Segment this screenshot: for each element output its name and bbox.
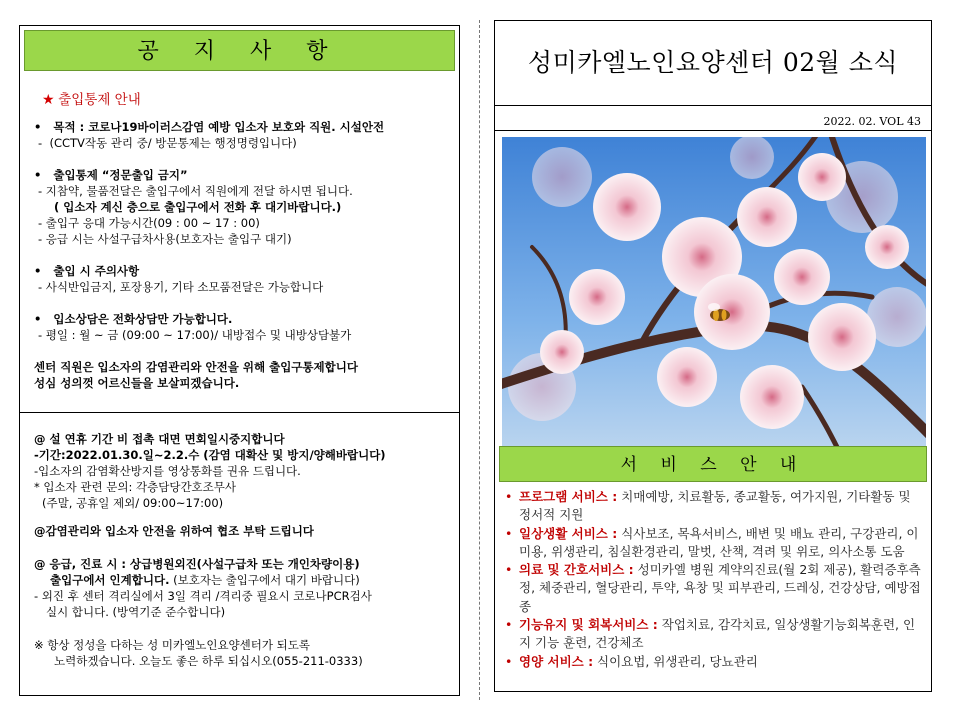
service-item-program — [505, 488, 923, 525]
emergency-title: @ 응급, 진료 시 : 상급병원외진(사설구급차 또는 개인차량이용) — [34, 557, 360, 571]
notice-panel — [19, 25, 460, 696]
control-text-2: ( 입소자 계신 층으로 출입구에서 전화 후 대기바랍니다.) — [54, 200, 342, 214]
service-name: 영양 서비스 : — [519, 653, 594, 669]
service-name: 프로그램 서비스 : — [519, 489, 618, 504]
purpose-line: • 목적 : 코로나19바이러스감염 예방 입소자 보호와 직원. 시설안전 — [34, 120, 385, 134]
service-desc: 식이요법, 위생관리, 당뇨관리 — [593, 653, 758, 669]
video-call-note: -입소자의 감염확산방지를 영상통화를 권유 드립니다. — [34, 464, 301, 478]
service-desc: 성미카엘 병원 계약의진료(월 2회 제공), 활력증후측정, 체중관리, 혈당관리, 투약, 욕창 및 피부관리, 드레싱, 건강상담, 예방접종 — [519, 562, 921, 614]
outside-care-2: 실시 합니다. (방역기준 준수합니다) — [46, 605, 226, 619]
caution-line: • 출입 시 주의사항 — [34, 264, 140, 278]
cooperation-note: @감염관리와 입소자 안전을 위하여 협조 부탁 드립니다 — [34, 524, 314, 538]
control-label: 출입통제 “정문출입 금지” — [53, 168, 188, 182]
contact-hours: (주말, 공휴일 제외/ 09:00~17:00) — [42, 496, 224, 510]
apricot-blossom-photo — [502, 137, 926, 447]
service-name: 기능유지 및 회복서비스 : — [519, 617, 658, 633]
service-item-nutrition — [505, 653, 923, 671]
service-name: 일상생활 서비스 : — [519, 525, 618, 541]
contact-note: * 입소자 관련 문의: 각층담당간호조무사 — [34, 480, 236, 494]
purpose-sub-line: - (CCTV작동 관리 중/ 방문통제는 행정명령입니다) — [38, 136, 297, 150]
footer-line-2: 노력하겠습니다. 오늘도 좋은 하루 되십시오(055-211-0333) — [54, 654, 363, 668]
blossom-illustration — [502, 137, 926, 447]
footer-line-1: ※ 항상 정성을 다하는 성 미카엘노인요양센터가 되도록 — [34, 638, 310, 652]
counsel-text: - 평일 : 월 ~ 금 (09:00 ~ 17:00)/ 내방접수 및 내방상담불가 — [38, 328, 352, 342]
service-item-rehab — [505, 616, 923, 653]
control-text-3: - 출입구 응대 가능시간(09 : 00 ~ 17 : 00) — [38, 216, 260, 230]
counsel-line: • 입소상담은 전화상담만 가능합니다. — [34, 312, 233, 326]
service-item-daily-life — [505, 525, 923, 562]
bullet-icon: • — [505, 617, 513, 633]
section-divider — [20, 412, 459, 413]
newsletter-panel — [494, 20, 932, 692]
control-line: • 출입통제 “정문출입 금지” — [34, 168, 188, 182]
newsletter-header — [495, 21, 931, 106]
issue-date: 2022. 02. VOL 43 — [823, 115, 921, 128]
counsel-label: 입소상담은 전화상담만 가능합니다. — [53, 312, 233, 326]
date-rule — [495, 130, 931, 131]
bullet-icon: • — [505, 562, 513, 578]
emergency-note: (보호자는 출입구에서 대기 바랍니다) — [169, 573, 360, 587]
service-list — [505, 488, 923, 671]
closing-line-1: 센터 직원은 입소자의 감염관리와 안전을 위해 출입구통제합니다 — [34, 360, 358, 374]
control-heading: 출입통제 안내 — [58, 92, 141, 108]
holiday-title: @ 설 연휴 기간 비 접촉 대면 면회일시중지합니다 — [34, 432, 285, 446]
holiday-period: -기간:2022.01.30.일~2.2.수 (감염 대확산 및 방지/양해바랍니다) — [34, 448, 386, 462]
emergency-line — [50, 572, 360, 588]
emergency-handover: 출입구에서 인계합니다. — [50, 573, 170, 587]
purpose-sub: (CCTV작동 관리 중/ 방문통제는 행정명령입니다) — [49, 136, 297, 150]
service-desc: 식사보조, 목욕서비스, 배변 및 배뇨 관리, 구강관리, 이미용, 위생관리, 침실환경관리, 말벗, 산책, 격려 및 위로, 의사소통 도움 — [519, 525, 919, 559]
service-title: 서 비 스 안 내 — [499, 446, 927, 482]
bullet-icon: • — [505, 653, 513, 669]
caution-text: - 사식반입금지, 포장용기, 기타 소모품전달은 가능합니다 — [38, 280, 324, 294]
service-item-medical — [505, 561, 923, 616]
bullet-icon: • — [505, 489, 513, 504]
newsletter-title: 성미카엘노인요양센터 02월 소식 — [527, 48, 899, 77]
star-icon: ★ — [42, 92, 55, 108]
control-text-4: - 응급 시는 사설구급차사용(보호자는 출입구 대기) — [38, 232, 292, 246]
purpose-label: 목적 : 코로나19바이러스감염 예방 입소자 보호와 직원. 시설안전 — [53, 120, 385, 134]
outside-care-1: - 외진 후 센터 격리실에서 3일 격리 /격리중 필요시 코로나PCR검사 — [34, 589, 372, 603]
control-heading-row — [42, 92, 141, 108]
service-desc: 치매예방, 치료활동, 종교활동, 여가지원, 기타활동 및 정서적 지원 — [519, 489, 911, 523]
service-desc: 작업치료, 감각치료, 일상생활기능회복훈련, 인지 기능 훈련, 건강체조 — [519, 617, 916, 651]
caution-label: 출입 시 주의사항 — [53, 264, 140, 278]
service-name: 의료 및 간호서비스 : — [519, 562, 634, 578]
bullet-icon: • — [505, 525, 513, 541]
notice-title: 공 지 사 항 — [24, 30, 455, 71]
control-text-1: - 지참약, 물품전달은 출입구에서 직원에게 전달 하시면 됩니다. — [38, 184, 353, 198]
column-divider — [479, 20, 480, 700]
closing-line-2: 성심 성의껏 어르신들을 보살피겠습니다. — [34, 376, 240, 390]
